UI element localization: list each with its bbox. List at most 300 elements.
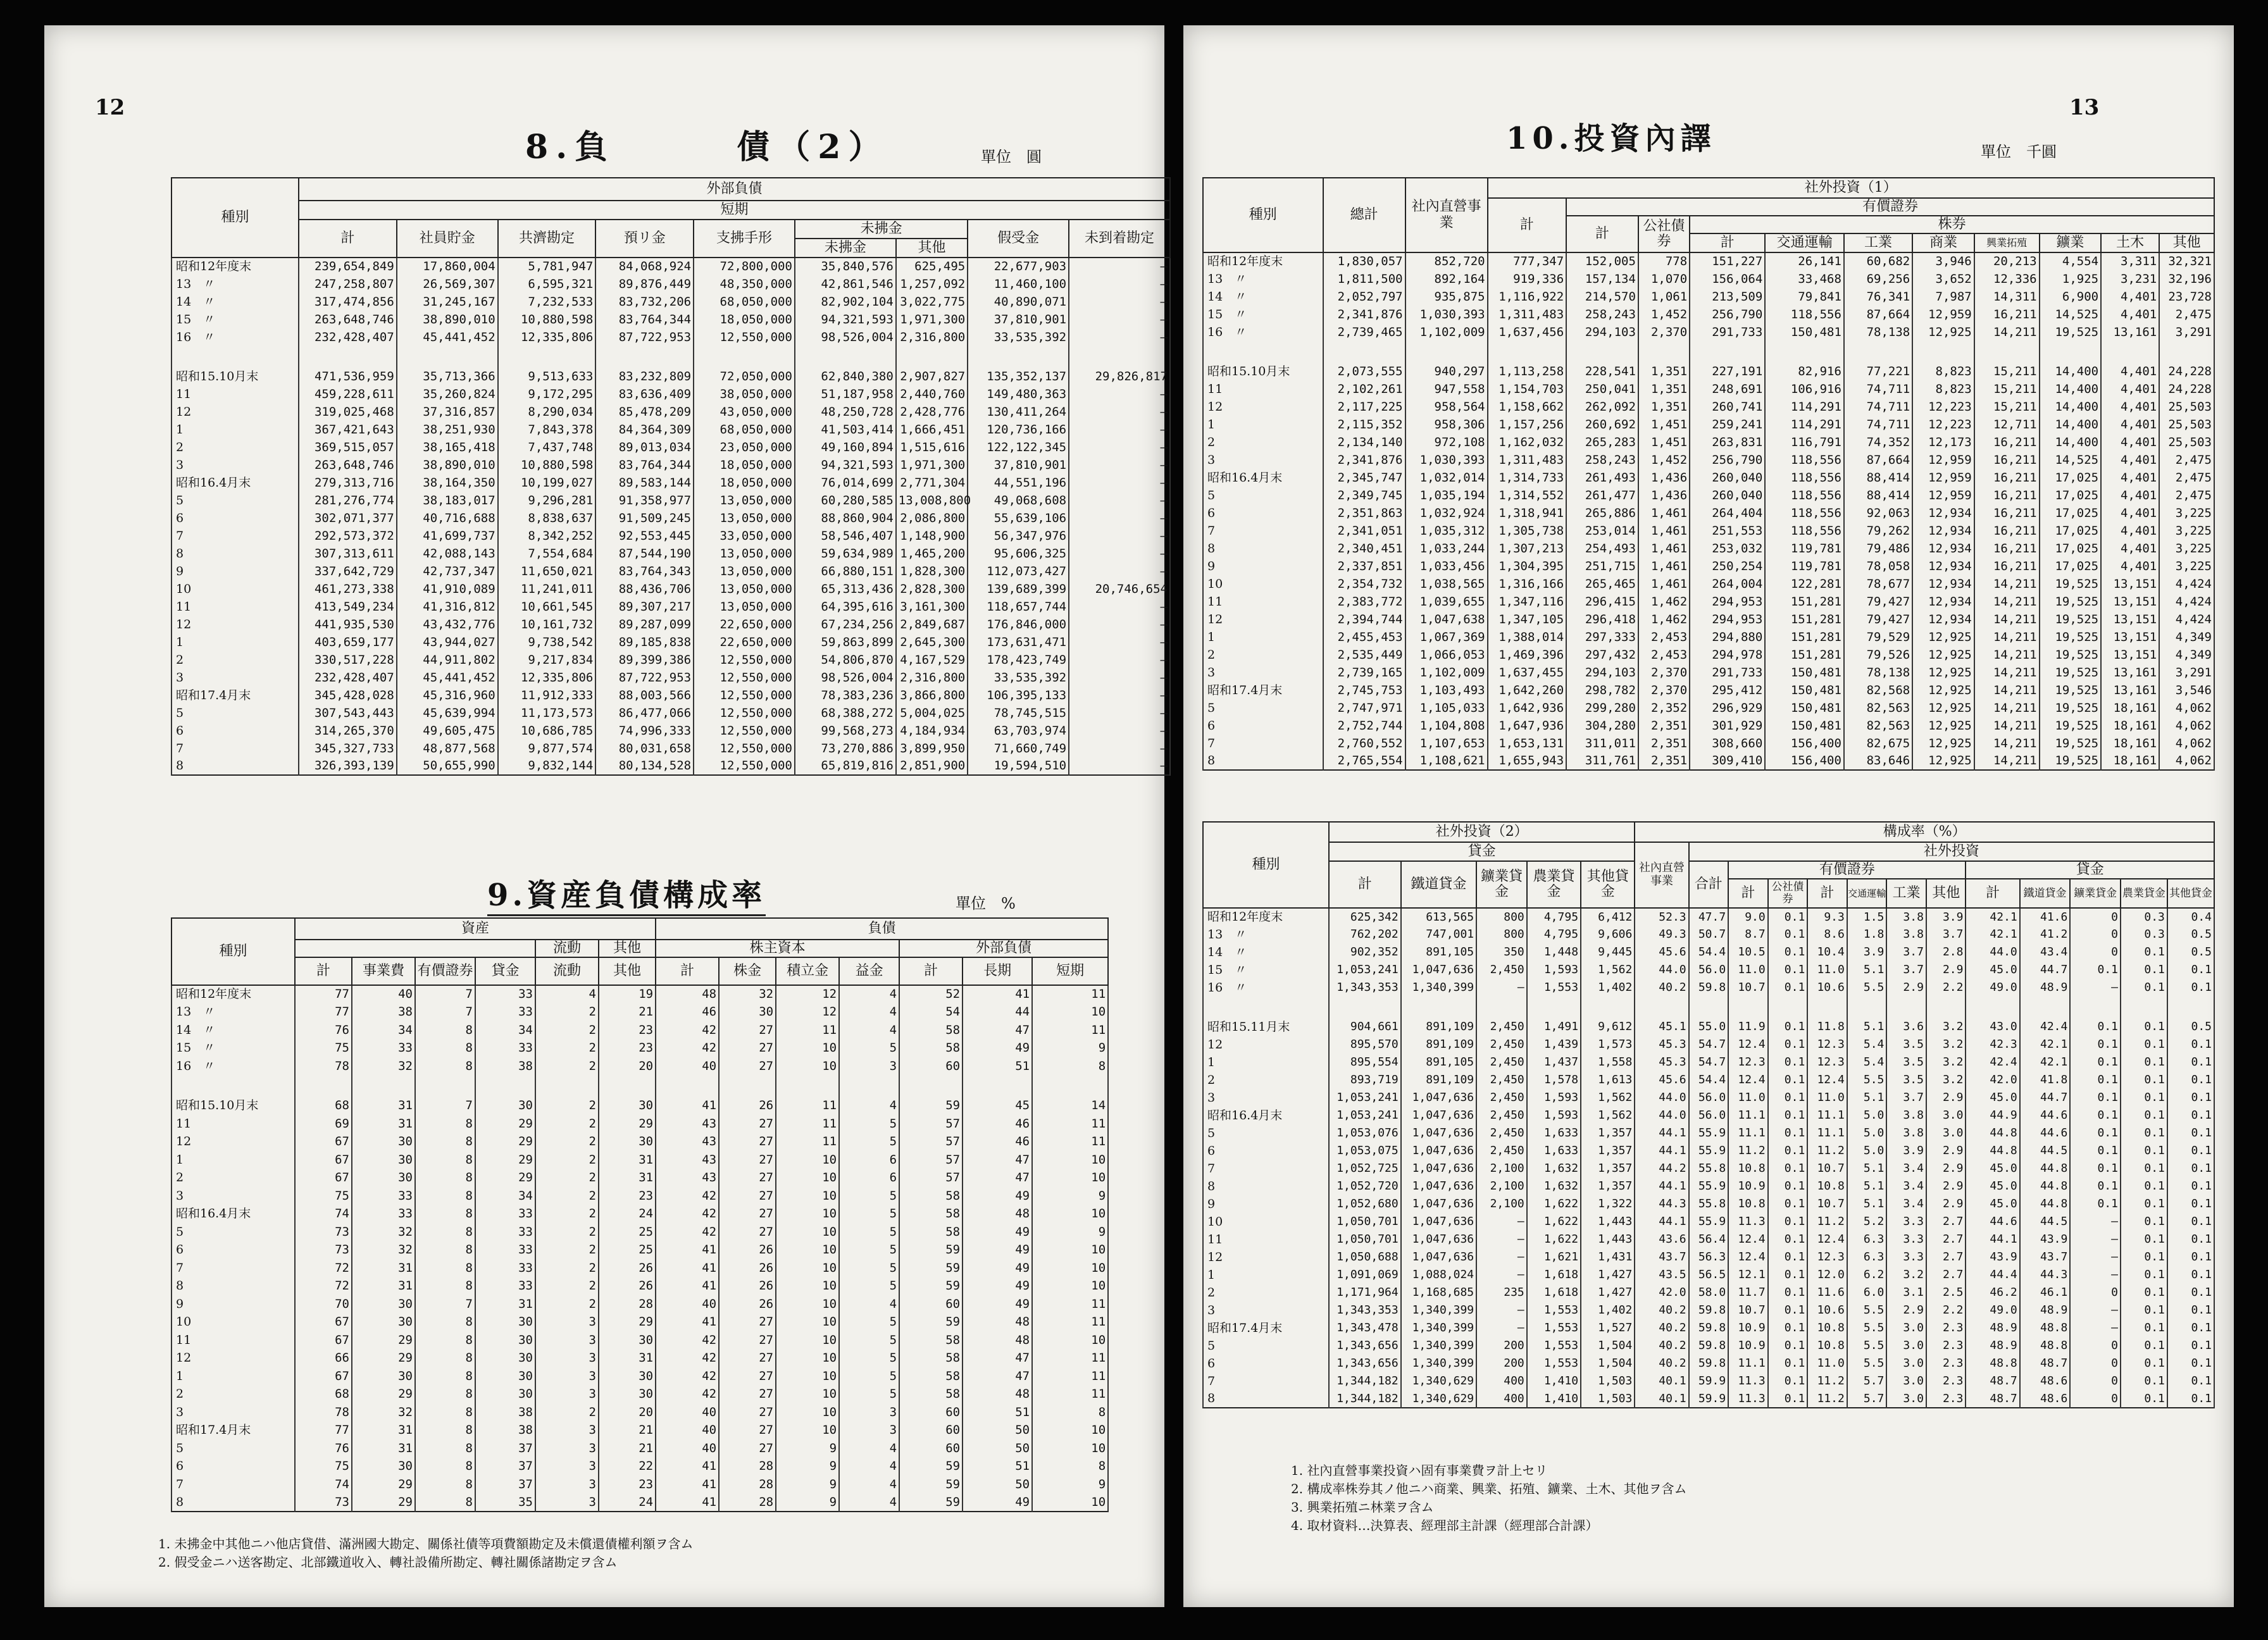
table-cell: 1,621 <box>1527 1248 1581 1266</box>
table-cell: 57 <box>899 1133 963 1152</box>
table-cell: 1,171,964 <box>1329 1284 1401 1301</box>
table-cell: 1,618 <box>1527 1266 1581 1284</box>
table-row <box>171 492 1170 509</box>
table-cell: 10.7 <box>1807 1160 1847 1177</box>
table-cell: 0.1 <box>1768 1195 1808 1213</box>
table-row <box>171 1314 1108 1332</box>
table-cell: — <box>1069 421 1170 438</box>
table-cell: 0.1 <box>1768 1337 1808 1355</box>
table-cell: 3,946 <box>1912 252 1974 270</box>
table-cell: 68,050,000 <box>694 293 795 311</box>
table-cell: 9.0 <box>1728 908 1768 926</box>
table-cell: 13,050,000 <box>694 545 795 562</box>
t9-head-etc: 其他 <box>599 940 656 957</box>
table-cell: 119,781 <box>1765 540 1844 557</box>
table-cell: 2,370 <box>1638 681 1690 699</box>
table-cell: 44.0 <box>1635 961 1688 979</box>
table-cell: 1,066,053 <box>1405 646 1488 664</box>
table-cell: 91,358,977 <box>595 492 694 509</box>
table-row <box>171 258 1170 275</box>
row-label: 昭和15.10月末 <box>171 368 299 385</box>
table-cell: 11.1 <box>1807 1107 1847 1124</box>
table-cell: 10 <box>1032 1169 1108 1188</box>
table-cell: 45.0 <box>1966 961 2019 979</box>
table-cell: 8.7 <box>1728 926 1768 943</box>
table-cell: 1,311,483 <box>1488 451 1567 469</box>
table-cell: 0.1 <box>2121 1319 2167 1337</box>
table-cell: 151,281 <box>1765 628 1844 646</box>
table-cell: 152,005 <box>1566 252 1638 270</box>
table-row <box>171 293 1170 311</box>
table-cell: 16,211 <box>1974 504 2040 522</box>
table-cell: 302,071,377 <box>299 509 397 527</box>
table-cell: 48 <box>656 985 719 1003</box>
t10b-h-other2: 其他貸金 <box>2167 879 2214 908</box>
table-cell: 31,245,167 <box>397 293 498 311</box>
table-cell: 94,321,593 <box>795 456 896 474</box>
table-cell: 130,411,264 <box>968 403 1069 421</box>
table-cell: 87,722,953 <box>595 328 694 346</box>
table-cell: 227,191 <box>1690 363 1765 380</box>
table-cell: 256,790 <box>1690 451 1765 469</box>
table-cell: 151,281 <box>1765 646 1844 664</box>
table-cell: 55.8 <box>1689 1195 1729 1213</box>
table-cell: 213,509 <box>1690 288 1765 306</box>
table-cell: — <box>1069 669 1170 686</box>
table-cell: 3 <box>839 1403 899 1422</box>
table-cell: 12.4 <box>1728 1248 1768 1266</box>
table-cell: 44.0 <box>1635 1107 1688 1124</box>
table-cell: 38 <box>475 1403 535 1422</box>
table-cell: 60 <box>899 1403 963 1422</box>
table-cell: 58 <box>899 1350 963 1368</box>
table-cell: 232,428,407 <box>299 669 397 686</box>
table-cell: 3.5 <box>1886 1036 1926 1053</box>
table-cell: 2,450 <box>1476 1107 1527 1124</box>
row-label: 3 <box>171 669 299 686</box>
table-cell: 7,554,684 <box>498 545 596 562</box>
table-cell: — <box>1069 545 1170 562</box>
row-label: 8 <box>1203 1177 1329 1195</box>
table-cell: 311,761 <box>1566 752 1638 770</box>
table-cell: 1,047,636 <box>1401 1248 1476 1266</box>
table-cell: 14,211 <box>1974 611 2040 628</box>
table-cell: 33,535,392 <box>968 328 1069 346</box>
table-cell: 67 <box>295 1367 352 1386</box>
table-cell: 13,050,000 <box>694 509 795 527</box>
table-cell: 625,495 <box>896 258 968 275</box>
table-cell: 8 <box>415 1241 475 1260</box>
table-row <box>171 1422 1108 1440</box>
t10-head-direct: 社內直營事業 <box>1405 178 1488 252</box>
table-cell: 83,646 <box>1844 752 1912 770</box>
t9-head-equity: 株主資本 <box>656 940 899 957</box>
table-cell: 10.8 <box>1807 1177 1847 1195</box>
table-cell: 259,241 <box>1690 416 1765 433</box>
table-cell: 260,040 <box>1690 469 1765 487</box>
table-cell: — <box>1069 293 1170 311</box>
table-cell: 41,910,089 <box>397 580 498 598</box>
table-cell: 42,861,546 <box>795 275 896 293</box>
t8-h-suspense: 假受金 <box>968 220 1069 258</box>
table-cell: 99,568,273 <box>795 722 896 740</box>
table-cell: 0 <box>2070 1372 2121 1390</box>
table-cell: 1,050,701 <box>1329 1213 1401 1231</box>
table-cell: 29 <box>352 1386 415 1404</box>
table-cell: 58 <box>899 1021 963 1040</box>
table-cell: 0.1 <box>2167 1177 2214 1195</box>
table-cell: 1,343,478 <box>1329 1319 1401 1337</box>
table-cell: 265,283 <box>1566 433 1638 451</box>
table-cell: 56.0 <box>1689 1107 1729 1124</box>
table-cell: 1,340,399 <box>1401 1301 1476 1319</box>
table-row <box>1203 1053 2214 1071</box>
table-cell: 0.1 <box>1768 979 1808 997</box>
table-cell: 1,562 <box>1581 1089 1635 1107</box>
table-cell: 78,058 <box>1844 557 1912 575</box>
table-cell: 42 <box>656 1367 719 1386</box>
table-cell: 12.3 <box>1807 1053 1847 1071</box>
table-cell: 2.9 <box>1926 1177 1966 1195</box>
row-label: 11 <box>1203 380 1323 398</box>
table-cell: 59 <box>899 1314 963 1332</box>
table-cell: 1,340,629 <box>1401 1390 1476 1408</box>
table-cell: 8 <box>415 1021 475 1040</box>
table-cell: 59 <box>899 1277 963 1296</box>
row-label: 6 <box>171 1241 295 1260</box>
table-cell: 65,819,816 <box>795 757 896 775</box>
table-cell: 1,357 <box>1581 1177 1635 1195</box>
table-cell: 19,525 <box>2040 593 2102 611</box>
table-cell: 89,185,838 <box>595 633 694 651</box>
table-cell: 1,632 <box>1527 1160 1581 1177</box>
table-cell: 0.1 <box>2121 961 2167 979</box>
table-cell: 0.1 <box>2121 1195 2167 1213</box>
table-cell: 44.3 <box>2020 1266 2071 1284</box>
table-cell: 1,437 <box>1527 1053 1581 1071</box>
table-cell: 214,570 <box>1566 288 1638 306</box>
table-cell: 0.1 <box>2070 1036 2121 1053</box>
table-cell: 10.9 <box>1728 1319 1768 1337</box>
table-cell: 12,550,000 <box>694 757 795 775</box>
row-label: 3 <box>1203 664 1323 681</box>
table-cell: 1,633 <box>1527 1142 1581 1160</box>
table-cell: 37 <box>475 1458 535 1476</box>
table-cell: 37,810,901 <box>968 311 1069 328</box>
table-cell: 44.5 <box>2020 1213 2071 1231</box>
table-cell: 43.7 <box>2020 1248 2071 1266</box>
table-cell: 281,276,774 <box>299 492 397 509</box>
table-cell: 44.8 <box>2020 1160 2071 1177</box>
table-cell: 1,091,069 <box>1329 1266 1401 1284</box>
table-cell: 11,173,573 <box>498 704 596 722</box>
table-cell: 45,316,960 <box>397 686 498 704</box>
table-cell: 0.1 <box>2070 1195 2121 1213</box>
table-cell: — <box>1069 527 1170 545</box>
table-cell: 8,290,034 <box>498 403 596 421</box>
table-cell: 3,291 <box>2159 664 2214 681</box>
table-cell: 2.9 <box>1926 1142 1966 1160</box>
table-cell: 14,211 <box>1974 628 2040 646</box>
table-cell: 1,451 <box>1638 433 1690 451</box>
table-cell: 1,050,701 <box>1329 1231 1401 1248</box>
t10b-head-sec: 有價證券 <box>1728 861 1966 879</box>
row-label: 1 <box>1203 1266 1329 1284</box>
table-cell: 17,025 <box>2040 540 2102 557</box>
table-cell: 5,781,947 <box>498 258 596 275</box>
t10-h-industry: 工業 <box>1844 233 1912 252</box>
row-label: 6 <box>1203 1355 1329 1372</box>
table-cell: 4,401 <box>2101 363 2159 380</box>
t8-h-deposit: 預リ金 <box>595 220 694 258</box>
table-cell: 9 <box>1032 1040 1108 1058</box>
table-row <box>171 1151 1108 1169</box>
table9-unit: 單位 % <box>956 895 1016 912</box>
table-cell: 8 <box>415 1403 475 1422</box>
table-cell: 3.2 <box>1926 1071 1966 1089</box>
table-cell: 14,211 <box>1974 752 2040 770</box>
table-cell: 37,810,901 <box>968 456 1069 474</box>
table-cell: 11 <box>776 1021 839 1040</box>
table-cell: 0.5 <box>2167 926 2214 943</box>
table-cell: 29 <box>475 1169 535 1188</box>
table-cell: 4,401 <box>2101 398 2159 416</box>
table-cell: 50 <box>963 1475 1032 1494</box>
table-cell: 62,840,380 <box>795 368 896 385</box>
table-cell: 120,736,166 <box>968 421 1069 438</box>
table-cell: 49.3 <box>1635 926 1688 943</box>
table-cell: 46.2 <box>1966 1284 2019 1301</box>
table-cell: — <box>1069 722 1170 740</box>
table-cell: 3 <box>535 1494 599 1512</box>
table-cell: 30 <box>599 1097 656 1115</box>
table-cell: 48.9 <box>2020 1301 2071 1319</box>
table-cell: 2,428,776 <box>896 403 968 421</box>
table-cell: 83,636,409 <box>595 385 694 403</box>
table-cell: 49 <box>963 1259 1032 1277</box>
table-cell: 2.2 <box>1926 979 1966 997</box>
table-cell: 87,664 <box>1844 306 1912 323</box>
table-cell: 30 <box>352 1133 415 1152</box>
table-cell: 58 <box>899 1223 963 1241</box>
row-label: 6 <box>1203 717 1323 735</box>
row-label: 2 <box>171 438 299 456</box>
table-cell: 11.8 <box>1807 1018 1847 1036</box>
table-cell: 46 <box>963 1115 1032 1133</box>
table-cell: 1,439 <box>1527 1036 1581 1053</box>
table-cell: 1,653,131 <box>1488 735 1567 752</box>
table-row <box>1203 1107 2214 1124</box>
table-cell: 3.6 <box>1886 1018 1926 1036</box>
table-cell: 8 <box>415 1151 475 1169</box>
table-cell: 10 <box>1032 1277 1108 1296</box>
table-cell: — <box>1069 311 1170 328</box>
table-row <box>1203 735 2214 752</box>
table-cell: 59,863,899 <box>795 633 896 651</box>
table-cell: 26,569,307 <box>397 275 498 293</box>
row-label: 3 <box>171 456 299 474</box>
table-cell: 778 <box>1638 252 1690 270</box>
table-cell: 296,418 <box>1566 611 1638 628</box>
t10-head-period: 種別 <box>1203 178 1323 252</box>
t9-head-current: 流動 <box>535 940 599 957</box>
table-cell: 10 <box>1032 1259 1108 1277</box>
table-cell: 8 <box>415 1331 475 1350</box>
table-cell: 1,344,182 <box>1329 1372 1401 1390</box>
table-cell: 4,401 <box>2101 504 2159 522</box>
table-cell: 21 <box>599 1439 656 1458</box>
table-row <box>171 421 1170 438</box>
table-cell: 40 <box>352 985 415 1003</box>
table-cell: 1,618 <box>1527 1284 1581 1301</box>
table-cell: 0.1 <box>1768 1372 1808 1390</box>
table-cell: 40 <box>656 1295 719 1314</box>
table-cell: 0 <box>2070 1390 2121 1408</box>
table-cell: 118,556 <box>1765 306 1844 323</box>
table-cell: 1,340,399 <box>1401 1337 1476 1355</box>
table-cell: 1,465,200 <box>896 545 968 562</box>
table-cell: 3.7 <box>1886 943 1926 961</box>
table-cell: 0.1 <box>2167 1284 2214 1301</box>
table-cell: 1,553 <box>1527 1337 1581 1355</box>
table-cell: 2,086,800 <box>896 509 968 527</box>
table-cell: 3.3 <box>1886 1213 1926 1231</box>
table-cell: 1,030,393 <box>1405 451 1488 469</box>
table-cell: 30 <box>599 1133 656 1152</box>
table-row <box>171 1277 1108 1296</box>
table-cell: 54,806,870 <box>795 651 896 669</box>
table-cell: 2.3 <box>1926 1355 1966 1372</box>
table-cell: 86,477,066 <box>595 704 694 722</box>
table-cell: 3 <box>535 1331 599 1350</box>
table-row <box>171 527 1170 545</box>
table-cell: 7,437,748 <box>498 438 596 456</box>
t8-h-total: 計 <box>299 220 397 258</box>
t10b-h-rail: 鐵道貸金 <box>1401 861 1476 908</box>
table-cell: 2,907,827 <box>896 368 968 385</box>
table-cell: 51 <box>963 1403 1032 1422</box>
table-cell: 27 <box>719 1169 776 1188</box>
table-row <box>1203 979 2214 997</box>
table-cell: 92,063 <box>1844 504 1912 522</box>
table-cell: 1,307,213 <box>1488 540 1567 557</box>
table-cell: 13,161 <box>2101 323 2159 341</box>
row-label: 1 <box>1203 416 1323 433</box>
table-cell: 307,543,443 <box>299 704 397 722</box>
table-cell: 72 <box>295 1277 352 1296</box>
table-cell: 31 <box>352 1422 415 1440</box>
table-cell: 30 <box>475 1386 535 1404</box>
table-cell: 0.1 <box>2167 1390 2214 1408</box>
table-cell: 27 <box>719 1403 776 1422</box>
table-cell: 12,925 <box>1912 752 1974 770</box>
table-cell: 5.1 <box>1847 1160 1887 1177</box>
table-cell: 0.1 <box>1768 1036 1808 1053</box>
table-cell: 31 <box>599 1151 656 1169</box>
table-cell: 11.2 <box>1807 1372 1847 1390</box>
row-label: 5 <box>171 1439 295 1458</box>
table-row <box>171 438 1170 456</box>
table-cell: 9,606 <box>1581 926 1635 943</box>
table-cell: 44.8 <box>1966 1124 2019 1142</box>
table-cell: 441,935,530 <box>299 616 397 633</box>
table-cell: 10.8 <box>1807 1337 1847 1355</box>
table-cell: 82,675 <box>1844 735 1912 752</box>
table-cell: 0 <box>2070 1337 2121 1355</box>
table-cell: 0.1 <box>1768 1018 1808 1036</box>
table-cell: 3.8 <box>1886 926 1926 943</box>
table-cell: 1,811,500 <box>1323 270 1405 288</box>
table-cell: 2 <box>535 1115 599 1133</box>
table-cell: 87,664 <box>1844 451 1912 469</box>
table-cell: 118,556 <box>1765 451 1844 469</box>
t9-head-assets: 資産 <box>295 918 656 940</box>
table-cell: 48.6 <box>2020 1390 2071 1408</box>
table-cell: 44.1 <box>1966 1231 2019 1248</box>
table-cell: 30 <box>719 1003 776 1022</box>
row-label: 11 <box>171 385 299 403</box>
table-cell: 42 <box>656 1205 719 1224</box>
table-cell: 1,553 <box>1527 1319 1581 1337</box>
table-cell: 49 <box>963 1241 1032 1260</box>
table-cell: 5 <box>839 1367 899 1386</box>
table-cell: 1,033,244 <box>1405 540 1488 557</box>
table-cell: 0.1 <box>2167 1213 2214 1231</box>
table-cell: 26 <box>599 1277 656 1296</box>
table-row <box>171 669 1170 686</box>
table-cell: 1,035,194 <box>1405 487 1488 504</box>
table-cell: 44.7 <box>2020 961 2071 979</box>
table-row <box>1203 1372 2214 1390</box>
table-cell: 10 <box>1032 1494 1108 1512</box>
table-cell: 972,108 <box>1405 433 1488 451</box>
table10-notes <box>1291 1462 1686 1535</box>
table-cell: 1,461 <box>1638 557 1690 575</box>
table-row <box>1203 611 2214 628</box>
table-cell: 3 <box>839 1057 899 1076</box>
table-cell: 3.0 <box>1886 1372 1926 1390</box>
table-cell: 8 <box>415 1350 475 1368</box>
table-row <box>171 385 1170 403</box>
row-label: 12 <box>171 1350 295 1368</box>
table-cell: 30 <box>599 1367 656 1386</box>
table-cell: 2,349,745 <box>1323 487 1405 504</box>
row-label: 昭和15.11月末 <box>1203 1018 1329 1036</box>
row-label: 5 <box>1203 1337 1329 1355</box>
table-cell: 118,556 <box>1765 487 1844 504</box>
row-label: 昭和12年度末 <box>1203 908 1329 926</box>
table-cell: 41 <box>656 1494 719 1512</box>
table-cell: — <box>2070 979 2121 997</box>
table-cell: 32,196 <box>2159 270 2214 288</box>
row-label: 14 〃 <box>171 293 299 311</box>
row-label: 1 <box>171 1151 295 1169</box>
table-row <box>171 757 1170 775</box>
table-row <box>171 704 1170 722</box>
table-cell: 12.0 <box>1807 1266 1847 1284</box>
table-cell: 8 <box>1032 1403 1108 1422</box>
table-cell: 0.5 <box>2167 943 2214 961</box>
row-label: 16 〃 <box>1203 979 1329 997</box>
table-cell: 79,529 <box>1844 628 1912 646</box>
table-row <box>171 403 1170 421</box>
table-cell: 1,647,936 <box>1488 717 1567 735</box>
table-cell: 10 <box>776 1187 839 1205</box>
table-cell: 38 <box>352 1003 415 1022</box>
t10b-h-stock-sum: 計 <box>1807 879 1847 908</box>
table-cell: 0.1 <box>1768 1071 1808 1089</box>
table-cell: 0.1 <box>2167 1355 2214 1372</box>
